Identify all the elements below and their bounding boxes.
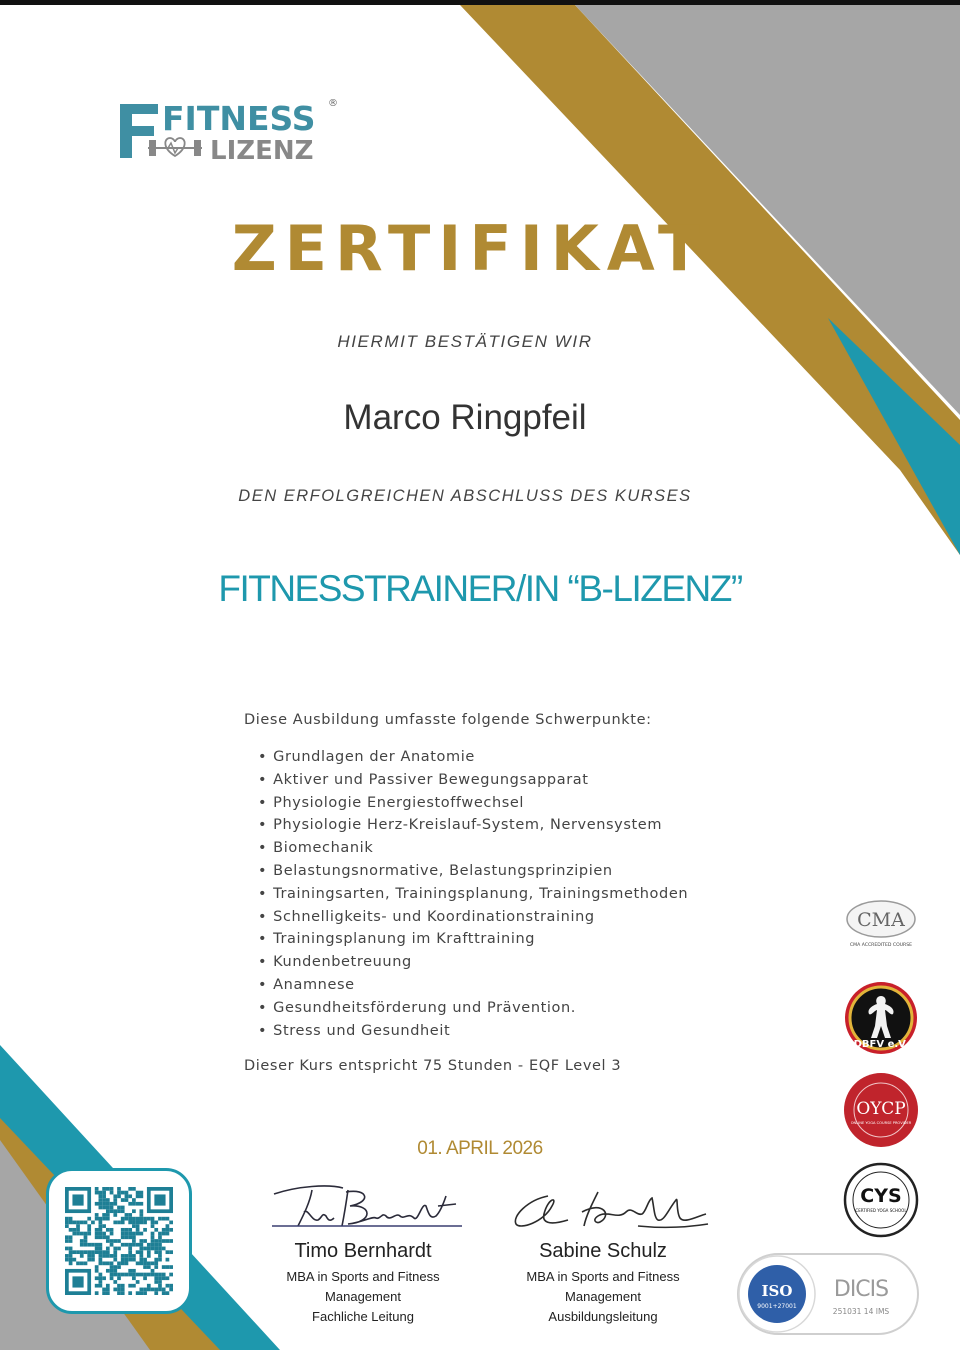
confirmation-line: HIERMIT BESTÄTIGEN WIR [337,332,593,351]
dicis-sub: 251031 14 IMS [832,1307,890,1316]
recipient-name: Marco Ringpfeil [343,398,587,437]
list-item: • Grundlagen der Anatomie [258,746,688,769]
fitness-lizenz-logo [118,96,343,166]
barbell-heart-icon [148,138,202,156]
signatory-2-name: Sabine Schulz [539,1240,667,1262]
list-item: • Trainingsplanung im Krafttraining [258,928,688,951]
cys-badge [843,1162,919,1238]
topics-intro: Diese Ausbildung umfasste folgende Schwerpunkte: [244,712,652,728]
signatory-1-name: Timo Bernhardt [294,1240,432,1262]
dbfv-label: DBFV e.V. [853,1039,909,1050]
signatory-1-title2: Management [325,1289,401,1304]
list-item: • Stress und Gesundheit [258,1020,688,1043]
issue-date: 01. APRIL 2026 [417,1138,543,1159]
logo-line1: FITNESS [162,99,316,138]
list-item: • Physiologie Herz-Kreislauf-System, Nervensystem [258,814,688,837]
signatory-2-title2: Management [565,1289,641,1304]
qr-code-frame[interactable] [46,1168,192,1314]
iso-sub: 9001+27001 [757,1303,797,1310]
certificate-title: ZERTIFIKAT [231,212,709,285]
signatory-1 [233,1240,493,1327]
logo-line2: LIZENZ [210,136,314,166]
certification-badge [736,1252,920,1336]
topics-list [258,746,688,1042]
list-item: • Trainingsarten, Trainingsplanung, Trainingsmethoden [258,883,688,906]
cys-sub: CERTIFIED YOGA SCHOOL [855,1208,907,1213]
signatory-2-title1: MBA in Sports and Fitness [526,1269,680,1284]
signatory-1-title1: MBA in Sports and Fitness [286,1269,440,1284]
signatory-2 [473,1240,733,1327]
course-title: FITNESSTRAINER/IN “B-LIZENZ” [218,568,742,609]
list-item: • Physiologie Energiestoffwechsel [258,792,688,815]
cys-label: CYS [860,1185,902,1207]
cma-badge [842,895,920,951]
qr-code-icon [65,1187,173,1295]
dicis-label: DICIS [833,1277,889,1302]
course-hours: Dieser Kurs entspricht 75 Stunden - EQF Level 3 [244,1058,622,1074]
cma-label: CMA [857,909,905,931]
list-item: • Schnelligkeits- und Koordinationstraining [258,906,688,929]
oycp-sub: ONLINE YOGA COURSE PROVIDER [850,1121,912,1125]
list-item: • Biomechanik [258,837,688,860]
signatory-1-role: Fachliche Leitung [312,1309,414,1324]
list-item: • Anamnese [258,974,688,997]
iso-label: ISO [761,1282,793,1300]
cma-sub: CMA ACCREDITED COURSE [849,943,913,948]
success-line: DEN ERFOLGREICHEN ABSCHLUSS DES KURSES [238,487,692,505]
signatory-2-role: Ausbildungsleitung [548,1309,658,1324]
signature-bernhardt [268,1182,468,1232]
list-item: • Kundenbetreuung [258,951,688,974]
signature-schulz [508,1186,713,1236]
oycp-label: OYCP [856,1099,906,1119]
list-item: • Belastungsnormative, Belastungsprinzipien [258,860,688,883]
oycp-badge [843,1072,919,1148]
list-item: • Aktiver und Passiver Bewegungsapparat [258,769,688,792]
logo-registered-mark: ® [328,98,338,109]
list-item: • Gesundheitsförderung und Prävention. [258,997,688,1020]
dbfv-badge [843,980,919,1056]
